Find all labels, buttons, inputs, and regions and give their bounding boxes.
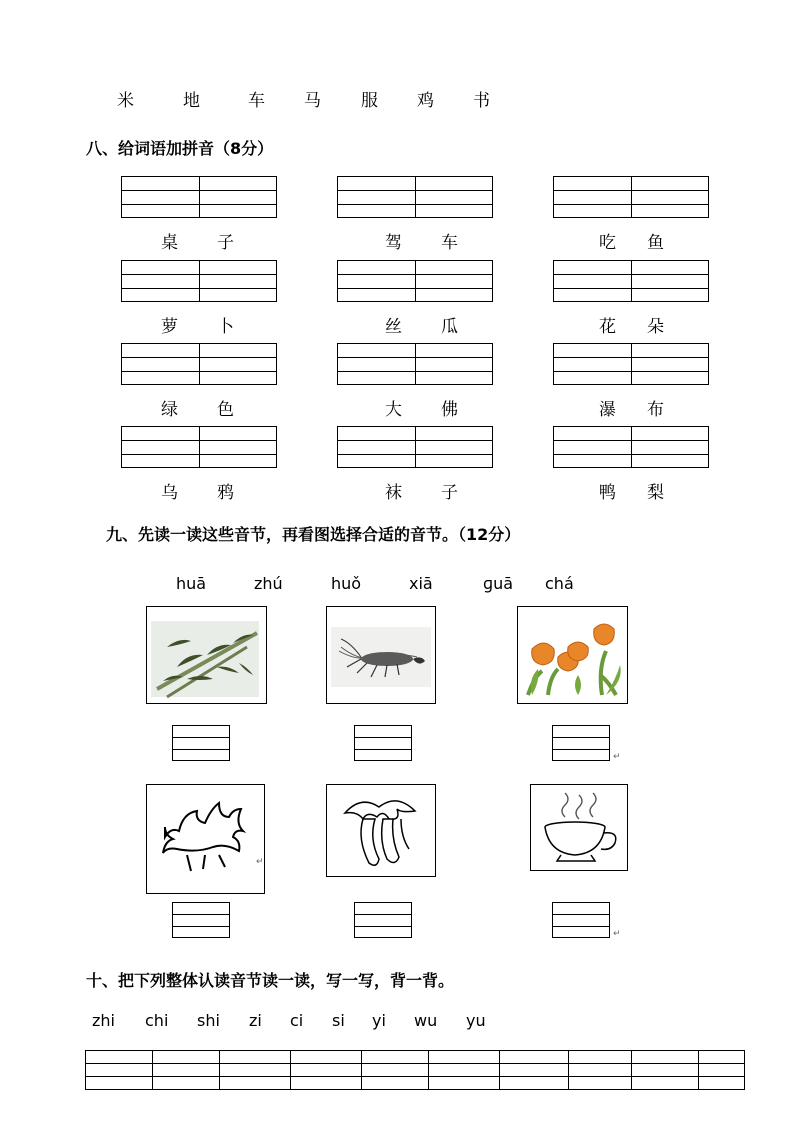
word-character: 鸦: [217, 483, 234, 503]
return-mark: ↵: [613, 929, 621, 939]
word-character: 卜: [217, 317, 234, 337]
word-character: 吃: [599, 233, 616, 253]
word-character: 朵: [647, 317, 664, 337]
top-char: 地: [183, 91, 200, 111]
writing-table[interactable]: [85, 1050, 745, 1090]
word-character: 丝: [385, 317, 402, 337]
pinyin-grid[interactable]: [553, 176, 709, 218]
tea-cup-picture: [530, 784, 628, 871]
shrimp-picture: [326, 606, 436, 704]
top-char: 马: [304, 91, 321, 111]
pinyin-grid[interactable]: [553, 260, 709, 302]
word-character: 瀑: [599, 400, 616, 420]
word-character: 大: [385, 400, 402, 420]
pinyin-grid[interactable]: [337, 426, 493, 468]
pinyin-grid[interactable]: [121, 260, 277, 302]
whole-syllable: chi: [145, 1011, 169, 1030]
pinyin-grid[interactable]: [337, 176, 493, 218]
whole-syllable: zi: [249, 1011, 262, 1030]
answer-box[interactable]: [354, 902, 412, 938]
word-character: 桌: [161, 233, 178, 253]
word-character: 梨: [647, 483, 664, 503]
answer-box[interactable]: [172, 725, 230, 761]
word-character: 袜: [385, 483, 402, 503]
whole-syllable: ci: [290, 1011, 304, 1030]
syllable-option: ɡuā: [483, 574, 514, 593]
top-char: 米: [117, 91, 134, 111]
word-character: 子: [217, 233, 234, 253]
word-character: 绿: [161, 400, 178, 420]
top-char: 书: [473, 91, 490, 111]
word-character: 萝: [161, 317, 178, 337]
word-character: 佛: [441, 400, 458, 420]
syllable-option: huā: [176, 574, 207, 593]
whole-syllable: si: [332, 1011, 345, 1030]
syllable-option: zhú: [254, 574, 283, 593]
pinyin-grid[interactable]: [121, 176, 277, 218]
word-character: 瓜: [441, 317, 458, 337]
section10-heading: 十、把下列整体认读音节读一读，写一写，背一背。: [86, 971, 455, 990]
whole-syllable: wu: [414, 1011, 438, 1030]
bamboo-picture: [146, 606, 267, 704]
word-character: 鱼: [647, 233, 664, 253]
section9-heading: 九、先读一读这些音节，再看图选择合适的音节。（12分）: [106, 525, 521, 544]
pinyin-grid[interactable]: [553, 426, 709, 468]
gourd-picture: [326, 784, 436, 877]
pinyin-grid[interactable]: [121, 343, 277, 385]
word-character: 鸭: [599, 483, 616, 503]
word-character: 驾: [385, 233, 402, 253]
answer-box[interactable]: [172, 902, 230, 938]
word-character: 车: [441, 233, 458, 253]
word-character: 子: [441, 483, 458, 503]
word-character: 布: [647, 400, 664, 420]
pinyin-grid[interactable]: [337, 343, 493, 385]
return-mark: ↵: [613, 752, 621, 762]
word-character: 色: [217, 400, 234, 420]
whole-syllable: zhi: [92, 1011, 115, 1030]
top-char: 服: [361, 91, 378, 111]
pinyin-grid[interactable]: [337, 260, 493, 302]
answer-box[interactable]: [552, 902, 610, 938]
answer-box[interactable]: [552, 725, 610, 761]
whole-syllable: shi: [197, 1011, 220, 1030]
pinyin-grid[interactable]: [121, 426, 277, 468]
whole-syllable: yu: [466, 1011, 486, 1030]
word-character: 花: [599, 317, 616, 337]
syllable-option: huǒ: [331, 574, 362, 593]
section8-heading: 八、给词语加拼音（8分）: [86, 139, 274, 158]
top-char: 鸡: [417, 91, 434, 111]
syllable-option: chá: [545, 574, 574, 593]
word-character: 乌: [161, 483, 178, 503]
top-char: 车: [248, 91, 265, 111]
whole-syllable: yi: [372, 1011, 386, 1030]
return-mark: ↵: [256, 857, 264, 867]
syllable-option: xiā: [409, 574, 433, 593]
answer-box[interactable]: [354, 725, 412, 761]
pinyin-grid[interactable]: [553, 343, 709, 385]
fire-picture: [146, 784, 265, 894]
flowers-picture: [517, 606, 628, 704]
